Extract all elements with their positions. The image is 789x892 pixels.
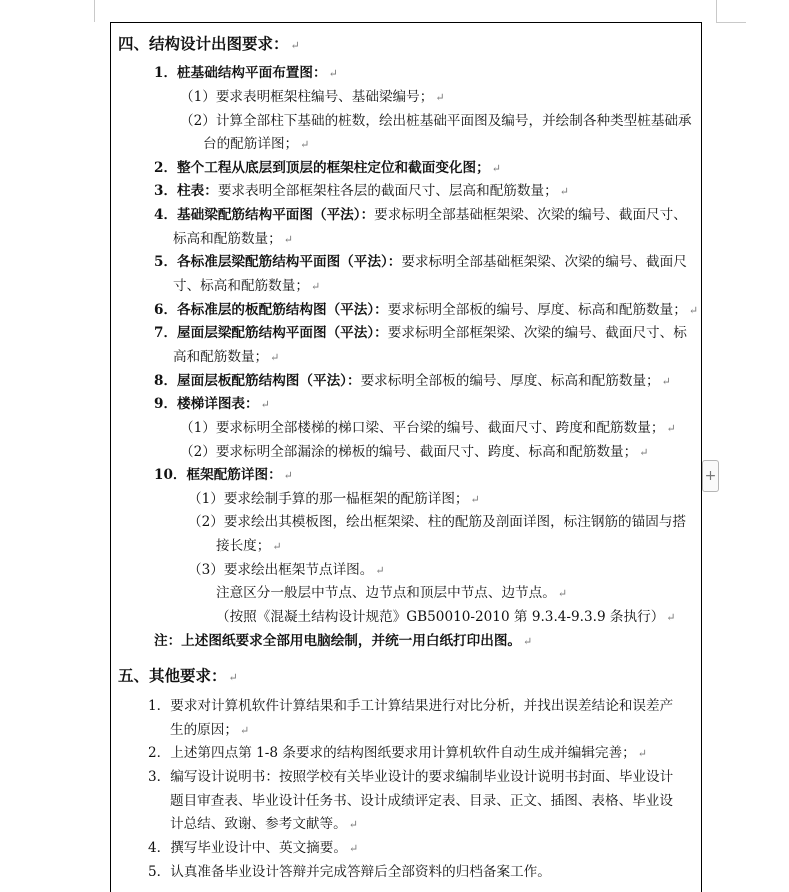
item-4: 4．基础梁配筋结构平面图（平法）：要求标明全部基础框架梁、次梁的编号、截面尺寸、	[154, 207, 687, 223]
item-10-heading: 10．框架配筋详图： ↵	[154, 467, 293, 483]
add-row-handle[interactable]: +	[702, 460, 719, 492]
item-2: 2．整个工程从底层到顶层的框架柱定位和截面变化图； ↵	[154, 160, 501, 176]
section-5-title: 五、其他要求： ↵	[118, 666, 238, 685]
item-9-sub-1: （1）要求标明全部楼梯的梯口梁、平台梁的编号、截面尺寸、跨度和配筋数量； ↵	[180, 420, 676, 436]
item-6: 6．各标准层的板配筋结构图（平法）：要求标明全部板的编号、厚度、标高和配筋数量； ↵	[154, 302, 699, 318]
s5-item-1: 1．要求对计算机软件计算结果和手工计算结果进行对比分析，并找出误差结论和误差产	[148, 698, 674, 714]
item-10-sub-2-cont: 接长度； ↵	[216, 538, 282, 554]
item-9-heading: 9．楼梯详图表： ↵	[154, 396, 270, 412]
code-reference: （按照《混凝土结构设计规范》GB50010-2010 第 9.3.4-9.3.9 条执行） ↵	[216, 609, 676, 625]
s5-item-4: 4．撰写毕业设计中、英文摘要。 ↵	[148, 840, 359, 856]
s5-item-2: 2．上述第四点第 1-8 条要求的结构图纸要求用计算机软件自动生成并编辑完善； ↵	[148, 745, 647, 761]
s5-item-3: 3．编写设计说明书：按照学校有关毕业设计的要求编制毕业设计说明书封面、毕业设计	[148, 769, 674, 785]
crop-mark	[716, 0, 717, 22]
s5-item-1-cont: 生的原因； ↵	[170, 722, 250, 738]
item-7: 7．屋面层梁配筋结构平面图（平法）：要求标明全部框架梁、次梁的编号、截面尺寸、标	[154, 325, 687, 341]
item-10-sub-3-note: 注意区分一般层中节点、边节点和顶层中节点、边节点。 ↵	[216, 585, 568, 601]
item-1-sub-2-cont: 台的配筋详图； ↵	[203, 136, 310, 152]
item-8: 8．屋面层板配筋结构图（平法）：要求标明全部板的编号、厚度、标高和配筋数量； ↵	[154, 373, 671, 389]
item-10-sub-1: （1）要求绘制手算的那一榀框架的配筋详图； ↵	[188, 491, 480, 507]
crop-mark	[716, 22, 746, 23]
item-1-sub-1: （1）要求表明框架柱编号、基础梁编号； ↵	[180, 89, 445, 105]
crop-mark	[94, 0, 95, 22]
s5-item-5: 5．认真准备毕业设计答辩并完成答辩后全部资料的归档备案工作。	[148, 864, 551, 880]
item-5: 5．各标准层梁配筋结构平面图（平法）：要求标明全部基础框架梁、次梁的编号、截面尺	[154, 254, 687, 270]
item-1-heading: 1．桩基础结构平面布置图： ↵	[154, 65, 338, 81]
item-9-sub-2: （2）要求标明全部漏涂的梯板的编号、截面尺寸、跨度、标高和配筋数量； ↵	[180, 444, 649, 460]
section-4-note: 注：上述图纸要求全部用电脑绘制，并统一用白纸打印出图。 ↵	[154, 633, 533, 649]
item-5-cont: 寸、标高和配筋数量； ↵	[173, 278, 321, 294]
s5-item-3-cont-2: 计总结、致谢、参考文献等。 ↵	[170, 816, 358, 832]
item-4-cont: 标高和配筋数量； ↵	[173, 231, 293, 247]
item-7-cont: 高和配筋数量； ↵	[173, 349, 280, 365]
item-1-sub-2: （2）计算全部柱下基础的桩数，绘出桩基础平面图及编号，并绘制各种类型桩基础承	[180, 113, 692, 129]
item-3: 3．柱表：要求表明全部框架柱各层的截面尺寸、层高和配筋数量； ↵	[154, 183, 569, 199]
item-10-sub-2: （2）要求绘出其模板图，绘出框架梁、柱的配筋及剖面详图，标注钢筋的锚固与搭	[188, 514, 687, 530]
s5-item-3-cont-1: 题目审查表、毕业设计任务书、设计成绩评定表、目录、正文、插图、表格、毕业设	[170, 793, 673, 809]
item-10-sub-3: （3）要求绘出框架节点详图。 ↵	[188, 562, 385, 578]
section-4-title: 四、结构设计出图要求： ↵	[118, 34, 300, 53]
